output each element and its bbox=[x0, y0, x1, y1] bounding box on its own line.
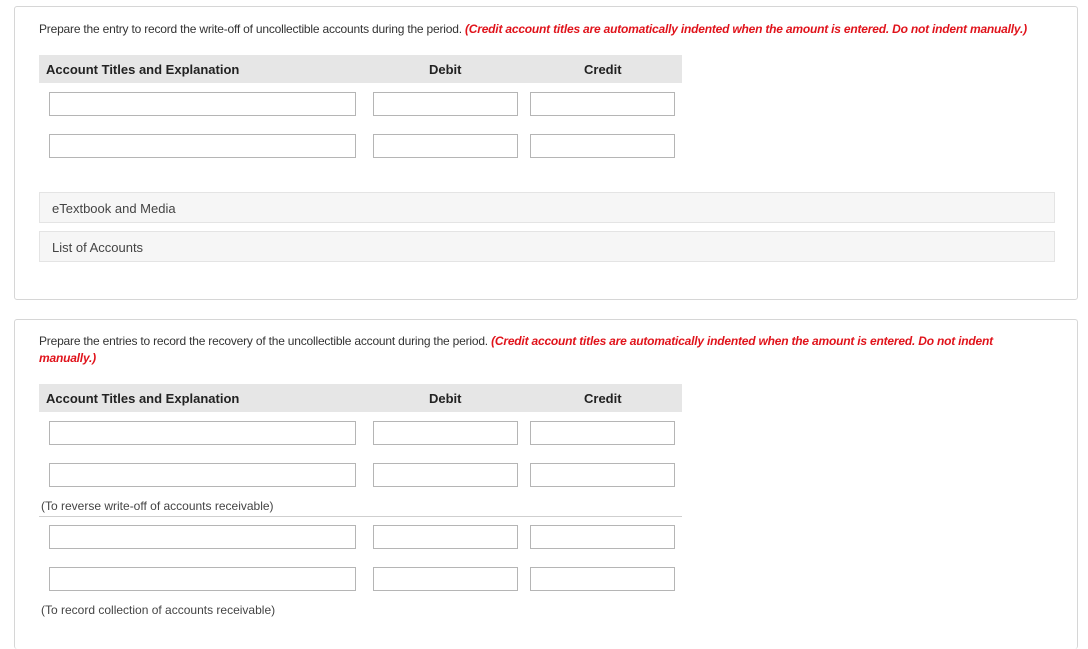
instruction-note: (Credit account titles are automatically indented when the amount is entered. Do not indent manually.) bbox=[464, 22, 1027, 36]
journal-header bbox=[39, 55, 682, 83]
debit-input[interactable] bbox=[373, 421, 518, 445]
credit-input[interactable] bbox=[530, 463, 675, 487]
entry-explanation: (To record collection of accounts receivable) bbox=[41, 603, 276, 617]
debit-input[interactable] bbox=[373, 134, 518, 158]
header-credit: Credit bbox=[584, 62, 622, 77]
write-off-question-panel bbox=[14, 6, 1078, 300]
account-title-input[interactable] bbox=[49, 567, 356, 591]
credit-input[interactable] bbox=[530, 92, 675, 116]
account-title-input[interactable] bbox=[49, 421, 356, 445]
question-instructions bbox=[39, 333, 1029, 367]
instruction-text: Prepare the entry to record the write-off of uncollectible accounts during the period. bbox=[39, 22, 462, 36]
header-credit: Credit bbox=[584, 391, 622, 406]
header-account-titles: Account Titles and Explanation bbox=[46, 62, 240, 77]
header-account-titles: Account Titles and Explanation bbox=[46, 391, 240, 406]
recovery-question-panel bbox=[14, 319, 1078, 649]
debit-input[interactable] bbox=[373, 92, 518, 116]
question-instructions bbox=[39, 21, 1029, 38]
entry-divider bbox=[39, 516, 682, 517]
header-debit: Debit bbox=[429, 391, 462, 406]
account-title-input[interactable] bbox=[49, 525, 356, 549]
account-title-input[interactable] bbox=[49, 92, 356, 116]
credit-input[interactable] bbox=[530, 134, 675, 158]
entry-explanation: (To reverse write-off of accounts receivable) bbox=[41, 499, 274, 513]
credit-input[interactable] bbox=[530, 567, 675, 591]
journal-header bbox=[39, 384, 682, 412]
list-of-accounts-label: List of Accounts bbox=[52, 240, 144, 255]
debit-input[interactable] bbox=[373, 525, 518, 549]
instruction-text: Prepare the entries to record the recovery of the uncollectible account during the period. bbox=[39, 334, 488, 348]
header-debit: Debit bbox=[429, 62, 462, 77]
list-of-accounts-link[interactable] bbox=[39, 231, 1055, 262]
instruction-note: (Credit account titles are automatically indented when the amount is entered. Do not indent manually.) bbox=[39, 334, 993, 365]
debit-input[interactable] bbox=[373, 567, 518, 591]
credit-input[interactable] bbox=[530, 421, 675, 445]
account-title-input[interactable] bbox=[49, 463, 356, 487]
account-title-input[interactable] bbox=[49, 134, 356, 158]
debit-input[interactable] bbox=[373, 463, 518, 487]
credit-input[interactable] bbox=[530, 525, 675, 549]
etextbook-media-link[interactable] bbox=[39, 192, 1055, 223]
etextbook-media-label: eTextbook and Media bbox=[52, 201, 176, 216]
